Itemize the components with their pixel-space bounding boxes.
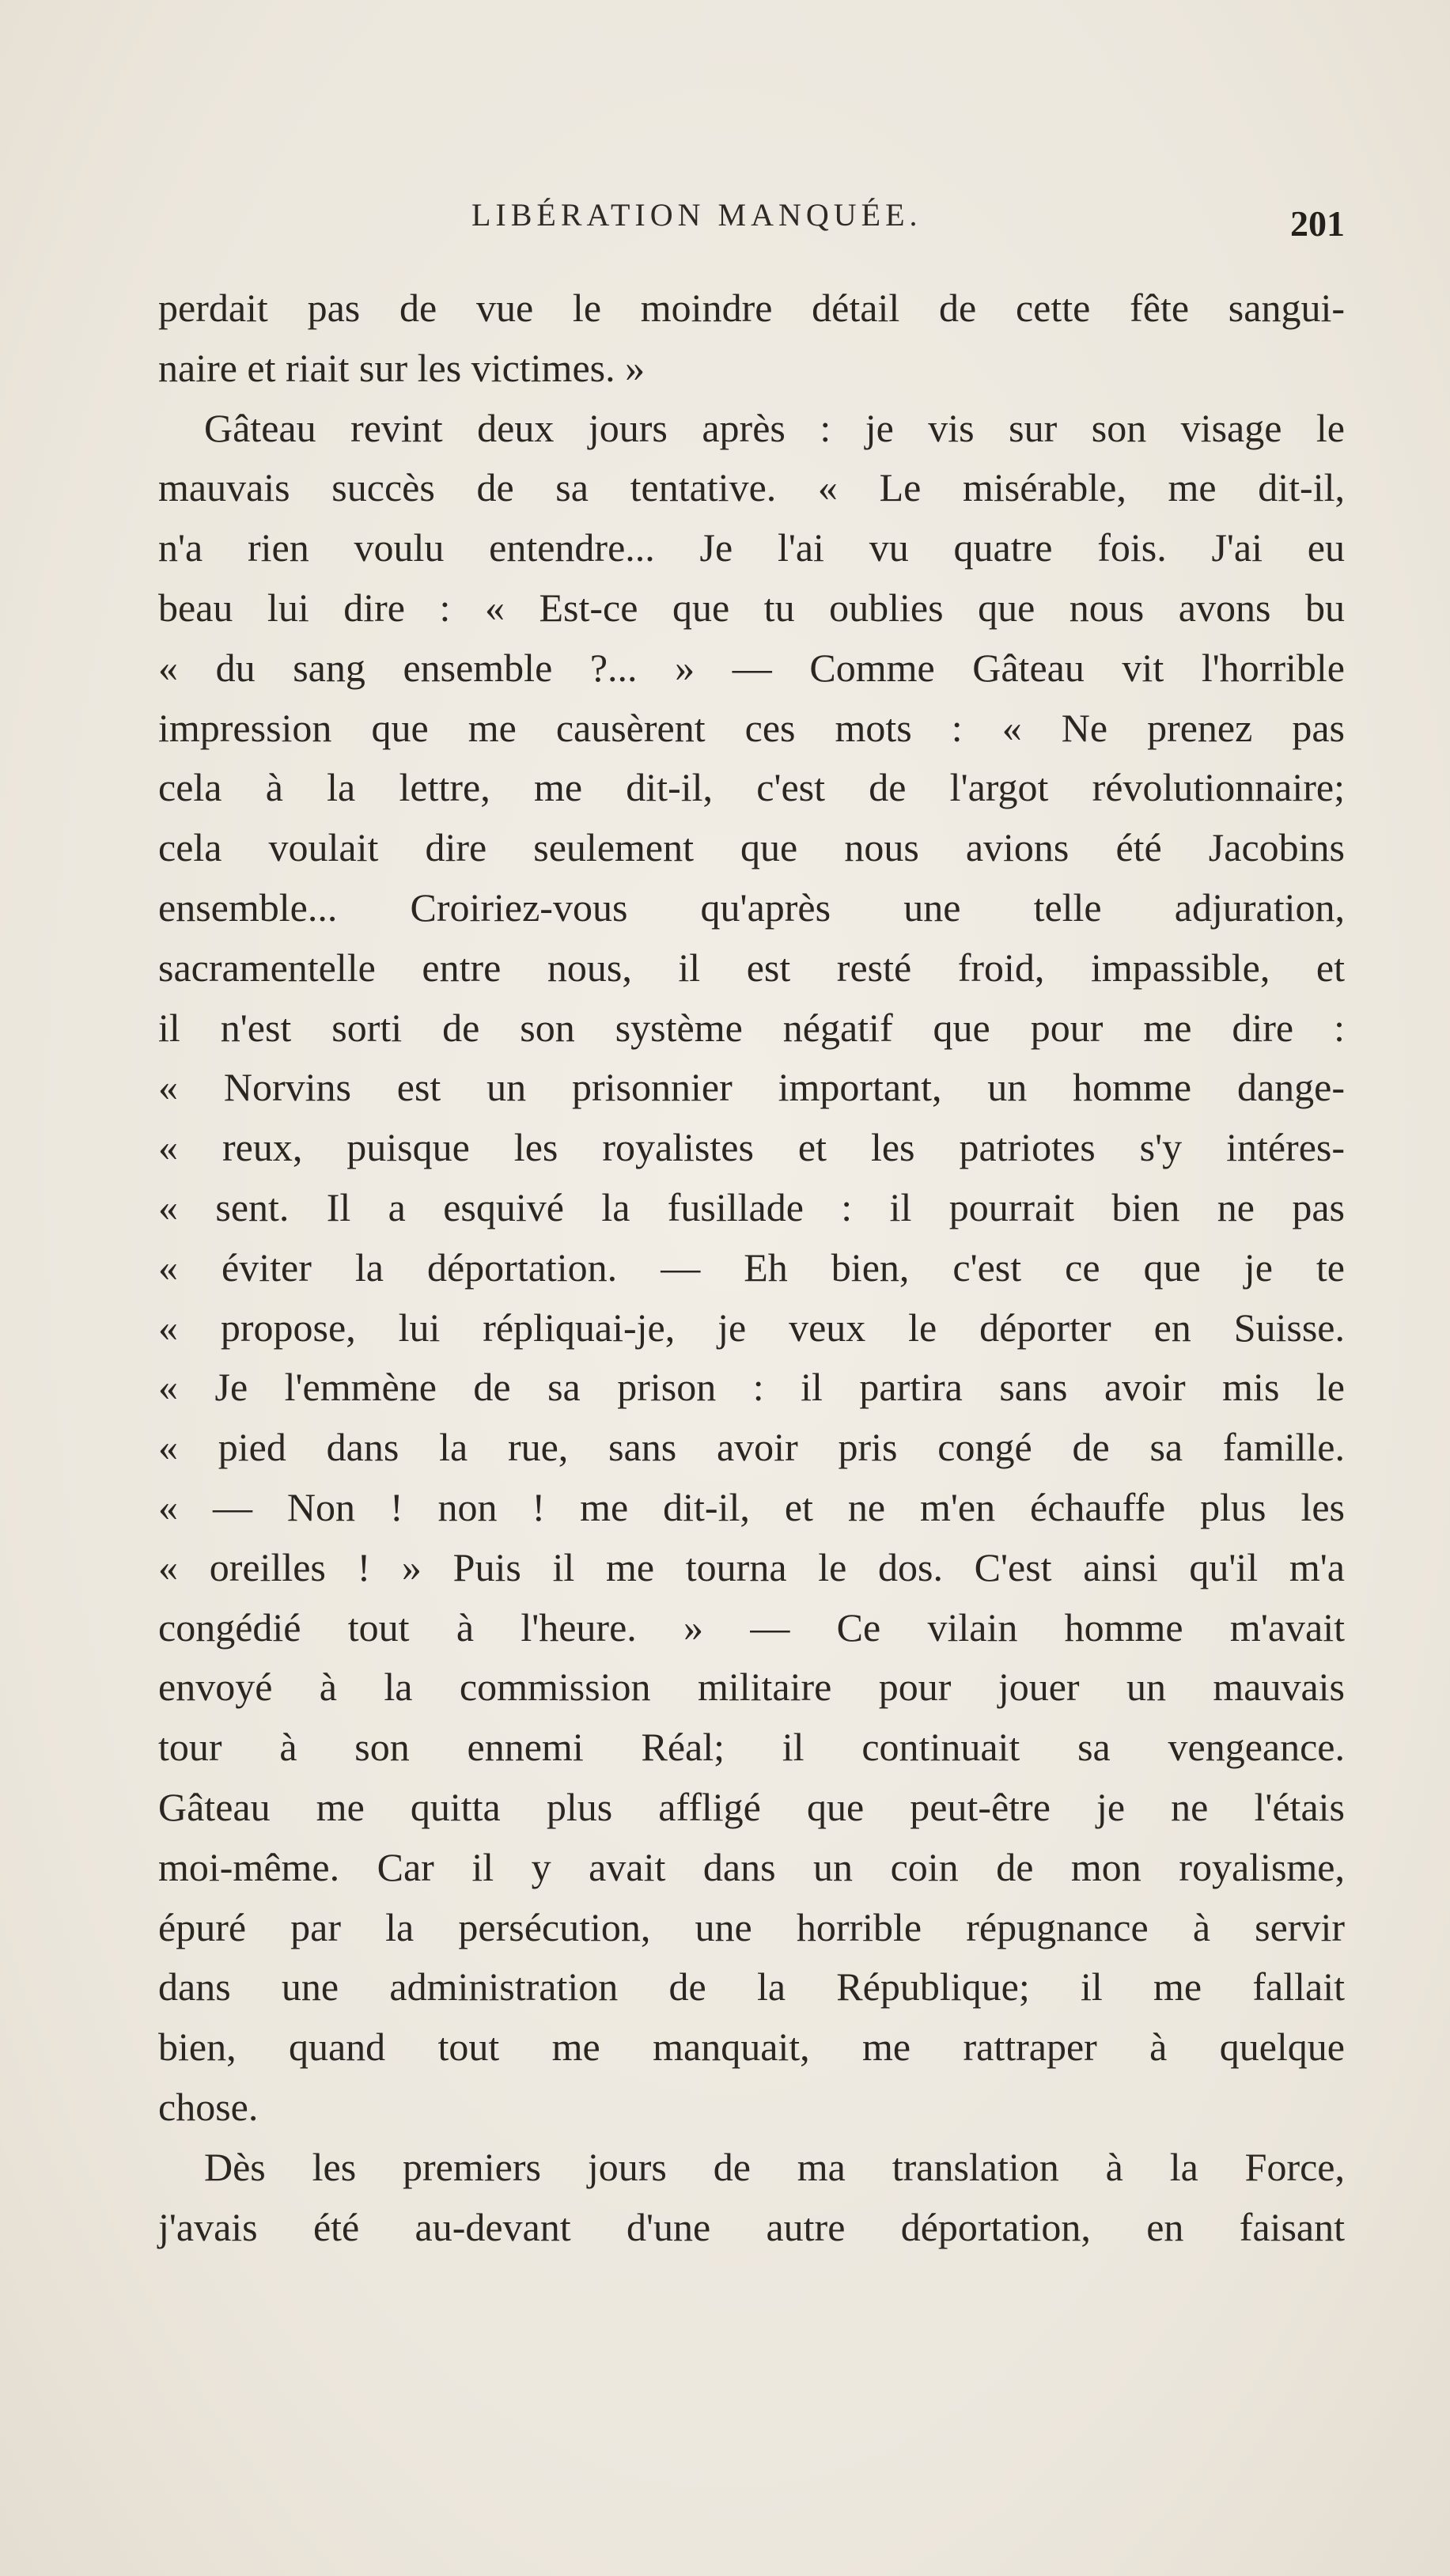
text-line: « du sang ensemble ?... » — Comme Gâteau vit l'horrible — [158, 645, 1345, 690]
text-line: impression que me causèrent ces mots : « Ne prenez pas — [158, 705, 1345, 750]
text-line: n'a rien voulu entendre... Je l'ai vu quatre fois. J'ai eu — [158, 525, 1345, 570]
page-header — [158, 196, 1345, 244]
text-line: j'avais été au-devant d'une autre déportation, en faisant — [158, 2204, 1345, 2249]
text-line: envoyé à la commission militaire pour jouer un mauvais — [158, 1665, 1345, 1710]
body-text — [158, 278, 1345, 2257]
text-line: « oreilles ! » Puis il me tourna le dos. C'est ainsi qu'il m'a — [158, 1544, 1345, 1589]
text-line: il n'est sorti de son système négatif que pour me dire : — [158, 1005, 1345, 1050]
text-line: « sent. Il a esquivé la fusillade : il pourrait bien ne pas — [158, 1184, 1345, 1229]
text-line: « reux, puisque les royalistes et les patriotes s'y intéres- — [158, 1125, 1345, 1170]
text-line: mauvais succès de sa tentative. « Le misérable, me dit-il, — [158, 465, 1345, 510]
text-line: cela à la lettre, me dit-il, c'est de l'argot révolutionnaire; — [158, 765, 1345, 810]
running-title: LIBÉRATION MANQUÉE. — [471, 197, 922, 233]
text-line: « éviter la déportation. — Eh bien, c'est ce que je te — [158, 1244, 1345, 1290]
page-number: 201 — [1290, 203, 1345, 244]
text-line: dans une administration de la République; il me fallait — [158, 1964, 1345, 2010]
text-line: bien, quand tout me manquait, me rattraper à quelque — [158, 2025, 1345, 2070]
text-line: « propose, lui répliquai-je, je veux le déporter en Suisse. — [158, 1305, 1345, 1350]
text-line: Dès les premiers jours de ma translation à la Force, — [204, 2144, 1345, 2189]
text-line: « Je l'emmène de sa prison : il partira sans avoir mis le — [158, 1365, 1345, 1410]
text-line: perdait pas de vue le moindre détail de cette fête sangui- — [158, 286, 1345, 330]
text-line: « pied dans la rue, sans avoir pris congé de sa famille. — [158, 1425, 1345, 1470]
text-line: épuré par la persécution, une horrible répugnance à servir — [158, 1904, 1345, 1949]
text-line: chose. — [158, 2084, 259, 2129]
text-line: « — Non ! non ! me dit-il, et ne m'en échauffe plus les — [158, 1484, 1345, 1529]
text-line: moi-même. Car il y avait dans un coin de mon royalisme, — [158, 1844, 1345, 1889]
text-line: beau lui dire : « Est-ce que tu oublies que nous avons bu — [158, 585, 1345, 630]
text-line: Gâteau me quitta plus affligé que peut-être je ne l'étais — [158, 1784, 1345, 1829]
text-line: congédié tout à l'heure. » — Ce vilain homme m'avait — [158, 1604, 1345, 1650]
text-line: cela voulait dire seulement que nous avions été Jacobins — [158, 825, 1345, 870]
text-line: ensemble... Croiriez-vous qu'après une telle adjuration, — [158, 885, 1345, 930]
text-line: « Norvins est un prisonnier important, un homme dange- — [158, 1065, 1345, 1110]
text-line: naire et riait sur les victimes. » — [158, 345, 645, 390]
text-line: sacramentelle entre nous, il est resté froid, impassible, et — [158, 945, 1345, 990]
text-line: Gâteau revint deux jours après : je vis sur son visage le — [204, 405, 1345, 450]
text-line: tour à son ennemi Réal; il continuait sa vengeance. — [158, 1725, 1345, 1770]
